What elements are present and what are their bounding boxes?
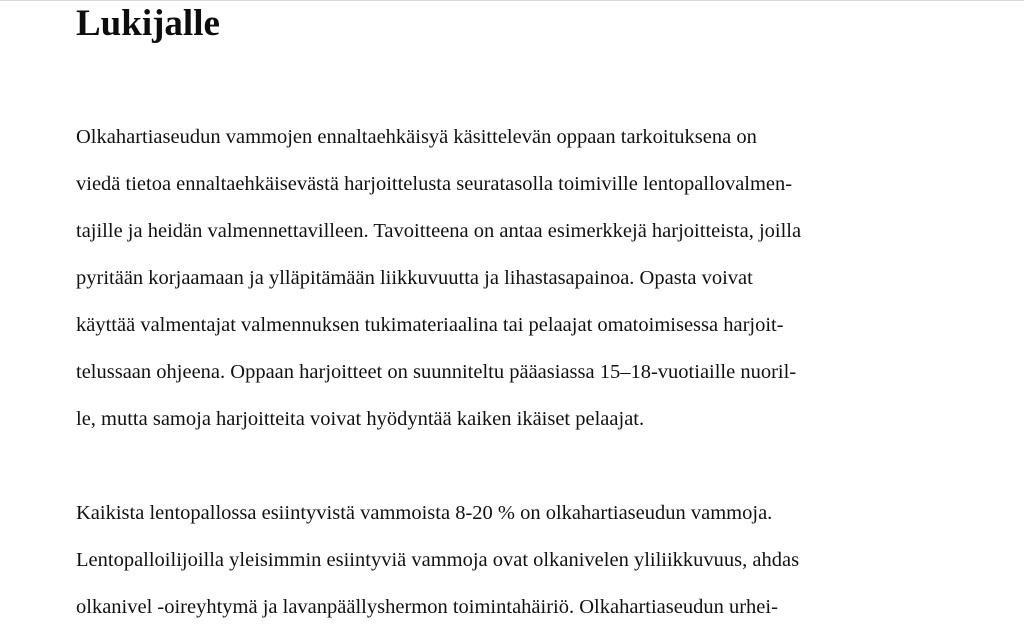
paragraph-line: Kaikista lentopallossa esiintyvistä vammoista 8-20 % on olkahartiaseudun vammoja.: [76, 502, 773, 524]
paragraph-line: olkanivel -oireyhtymä ja lavanpäällyshermon toimintahäiriö. Olkahartiaseudun urhei-: [76, 596, 778, 618]
paragraph-line: telussaan ohjeena. Oppaan harjoitteet on suunniteltu pääasiassa 15–18-vuotiaille nuoril-: [76, 361, 797, 383]
paragraph-line: pyritään korjaamaan ja ylläpitämään liikkuvuutta ja lihastasapainoa. Opasta voivat: [76, 267, 753, 289]
paragraph-injury-statistics: [76, 490, 996, 631]
page-top-border: [0, 0, 1024, 1]
paragraph-line: Olkahartiaseudun vammojen ennaltaehkäisyä käsittelevän oppaan tarkoituksena on: [76, 126, 757, 148]
paragraph-line: le, mutta samoja harjoitteita voivat hyödyntää kaiken ikäiset pelaajat.: [76, 408, 645, 430]
page-heading: Lukijalle: [76, 3, 220, 44]
paragraph-introduction: [76, 114, 996, 443]
paragraph-line: Lentopalloilijoilla yleisimmin esiintyviä vammoja ovat olkanivelen yliliikkuvuus, ahdas: [76, 549, 800, 571]
paragraph-line: viedä tietoa ennaltaehkäisevästä harjoittelusta seuratasolla toimiville lentopallovalmen-: [76, 173, 793, 195]
paragraph-line: tajille ja heidän valmennettavilleen. Tavoitteena on antaa esimerkkejä harjoitteista, joilla: [76, 220, 802, 242]
paragraph-line: käyttää valmentajat valmennuksen tukimateriaalina tai pelaajat omatoimisessa harjoit-: [76, 314, 784, 336]
